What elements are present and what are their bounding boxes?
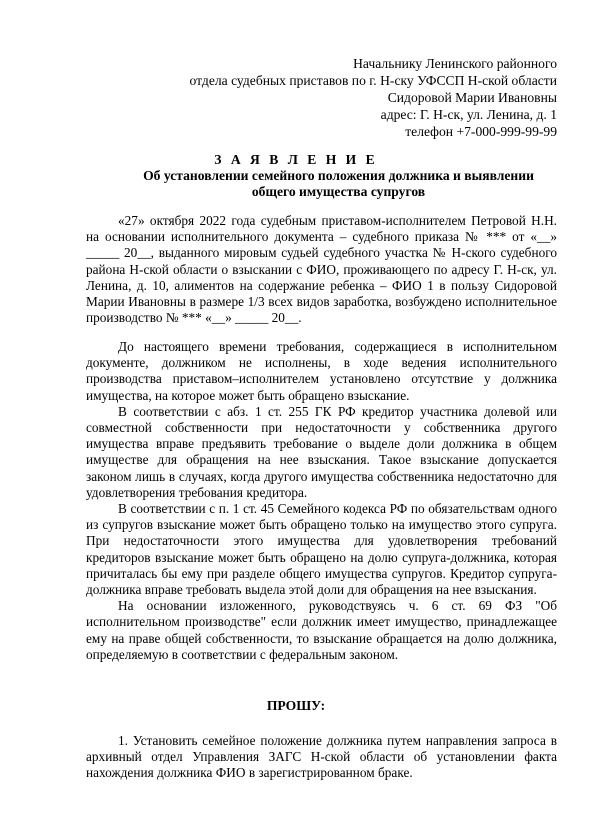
addressee-line: телефон +7-000-999-99-99 xyxy=(405,124,557,139)
document-title: З А Я В Л Е Н И Е xyxy=(214,152,378,167)
body-paragraph: На основании изложенного, руководствуясь ч. 6 ст. 69 ФЗ "Об исполнительном производстве" если должник имеет имущество, принадлежащее ему на праве общей собственности, то взыскание обращается на долю должника, определяемую в соответствии с федеральным законом. xyxy=(86,598,557,662)
request-heading: ПРОШУ: xyxy=(266,698,326,713)
addressee-line: Начальнику Ленинского районного xyxy=(353,56,557,71)
addressee-line: адрес: Г. Н-ск, ул. Ленина, д. 1 xyxy=(380,107,557,122)
body-paragraph: В соответствии с абз. 1 ст. 255 ГК РФ кредитор участника долевой или совместной собственности при недостаточности у собственника другого имущества вправе предъявить требование о выделе доли должника в общем имуществе для обращения на нее взыскания. Такое взыскание допускается законом лишь в случаях, когда другого имущества собственника недостаточно для удовлетворения требования кредитора. xyxy=(86,403,557,500)
intro-section xyxy=(86,213,557,326)
document-subtitle: Об установлении семейного положения должника и выявлении общего имущества супругов xyxy=(143,168,534,199)
request-item: 1. Установить семейное положение должника путем направления запроса в архивный отдел Управления ЗАГС Н-ской области об установлении факта нахождения должника ФИО в зарегистрированном браке. xyxy=(86,733,557,781)
request-list xyxy=(86,733,557,782)
body-paragraph: До настоящего времени требования, содержащиеся в исполнительном документе, должником не исполнены, в ходе ведения исполнительного производства приставом–исполнителем установлено отсутствие у должника имущества, на которое может быть обращено взыскание. xyxy=(86,339,557,403)
addressee-line: Сидоровой Марии Ивановны xyxy=(387,90,557,105)
intro-paragraph: «27» октября 2022 года судебным приставом-исполнителем Петровой Н.Н. на основании исполнительного документа – судебного приказа № *** от «__» _____ 20__, выданного мировым судьей судебного участка № Н-ского судебного района Н-ской области о взыскании с ФИО, проживающего по адресу Г. Н-ск, ул. Ленина, д. 10, алиментов на содержание ребенка – ФИО 1 в пользу Сидоровой Марии Ивановны в размере 1/3 всех видов заработка, возбуждено исполнительное производство № *** «__» _____ 20__. xyxy=(86,213,557,326)
addressee-line: отдела судебных приставов по г. Н-ску УФССП Н-ской области xyxy=(189,73,557,88)
body-section xyxy=(86,339,557,663)
addressee-block xyxy=(120,55,557,140)
body-paragraph: В соответствии с п. 1 ст. 45 Семейного кодекса РФ по обязательствам одного из супругов взыскание может быть обращено только на имущество этого супруга. При недостаточности этого имущества для удовлетворения требований кредиторов взыскание может быть обращено на долю супруга-должника, которая причиталась бы ему при разделе общего имущества супругов. Кредитор супруга-должника вправе требовать выдела этой доли для обращения на нее взыскания. xyxy=(86,501,557,598)
